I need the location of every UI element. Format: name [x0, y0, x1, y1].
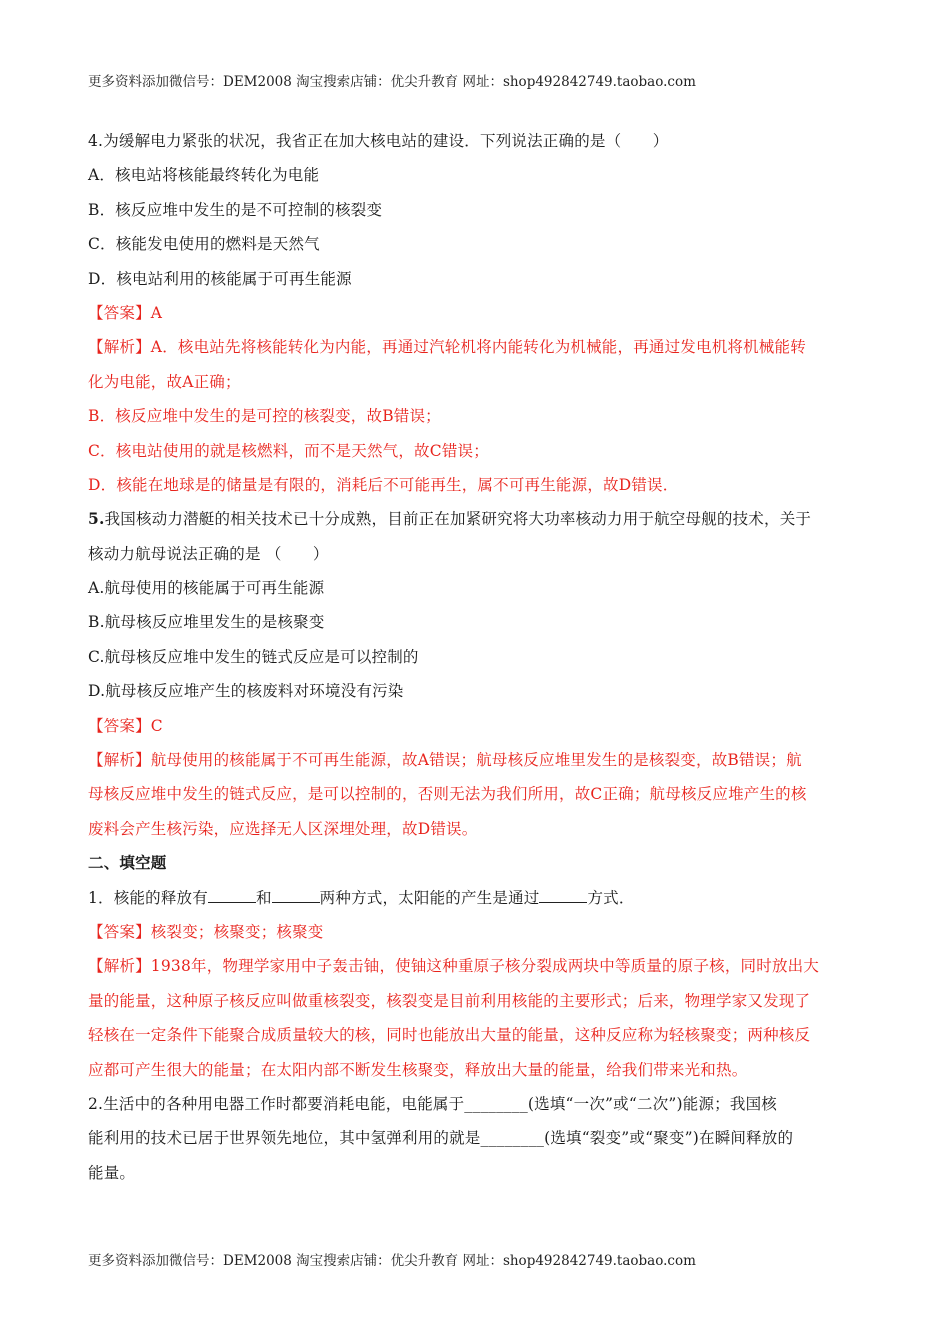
fill1-question — [88, 881, 864, 915]
page-header: 更多资料添加微信号：DEM2008 淘宝搜索店铺：优尖升教育 网址：shop492842749.taobao.com — [88, 74, 696, 90]
q4-option-d: D．核电站利用的核能属于可再生能源 — [88, 269, 352, 288]
fill1-text: 方式． — [587, 888, 635, 907]
q4-analysis-line: 化为电能，故A正确； — [88, 372, 241, 391]
q4-analysis-line: B．核反应堆中发生的是可控的核裂变，故B错误； — [88, 407, 441, 426]
q5-option-c: C.航母核反应堆中发生的链式反应是可以控制的 — [88, 647, 419, 666]
q4-option-c: C．核能发电使用的燃料是天然气 — [88, 235, 320, 254]
q5-question-text: 我国核动力潜艇的相关技术已十分成熟，目前正在加紧研究将大功率核动力用于航空母舰的技术，关于 — [104, 510, 812, 529]
q4-analysis-line: 【解析】A．核电站先将核能转化为内能，再通过汽轮机将内能转化为机械能，再通过发电机将机械能转 — [88, 338, 806, 357]
fill1-analysis-line: 应都可产生很大的能量；在太阳内部不断发生核聚变，释放出大量的能量，给我们带来光和热。 — [88, 1060, 748, 1079]
fill1-analysis-line: 轻核在一定条件下能聚合成质量较大的核，同时也能放出大量的能量，这种反应称为轻核聚变；两种核反 — [88, 1026, 811, 1045]
fill1-blank-1 — [208, 883, 256, 903]
q4-option-b: B．核反应堆中发生的是不可控制的核裂变 — [88, 200, 383, 219]
q4-analysis-line: C．核电站使用的就是核燃料，而不是天然气，故C错误； — [88, 441, 489, 460]
fill1-text: 1．核能的释放有 — [88, 888, 208, 907]
q5-analysis-line: 废料会产生核污染，应选择无人区深埋处理，故D错误。 — [88, 819, 478, 838]
q5-question-line — [88, 502, 864, 536]
q5-analysis-line: 母核反应堆中发生的链式反应，是可以控制的，否则无法为我们所用，故C正确；航母核反应堆产生的核 — [88, 785, 807, 804]
fill1-analysis-line: 【解析】1938年，物理学家用中子轰击铀，使铀这种重原子核分裂成两块中等质量的原子核，同时放出大 — [88, 957, 820, 976]
q5-option-b: B.航母核反应堆里发生的是核聚变 — [88, 613, 325, 632]
q5-answer: 【答案】C — [88, 716, 163, 735]
page-footer: 更多资料添加微信号：DEM2008 淘宝搜索店铺：优尖升教育 网址：shop492842749.taobao.com — [88, 1253, 696, 1269]
fill1-text: 和 — [255, 888, 272, 907]
q4-question: 4.为缓解电力紧张的状况，我省正在加大核电站的建设．下列说法正确的是（ ） — [88, 132, 669, 150]
fill1-text: 两种方式，太阳能的产生是通过 — [319, 888, 540, 907]
q5-analysis-line: 【解析】航母使用的核能属于不可再生能源，故A错误；航母核反应堆里发生的是核裂变，故B错误；航 — [88, 751, 802, 770]
fill1-blank-2 — [272, 883, 320, 903]
q5-question-line: 核动力航母说法正确的是 （ ） — [88, 544, 329, 563]
section-title: 二、填空题 — [88, 853, 167, 873]
fill1-blank-3 — [539, 883, 587, 903]
q5-number: 5. — [88, 509, 105, 529]
q4-answer: 【答案】A — [88, 303, 163, 322]
fill2-question-line: 能利用的技术已居于世界领先地位，其中氢弹利用的就是________(选填“裂变”或“聚变”)在瞬间释放的 — [88, 1129, 794, 1148]
fill2-question-line: 2.生活中的各种用电器工作时都要消耗电能，电能属于________(选填“一次”或“二次”)能源；我国核 — [88, 1094, 777, 1113]
fill1-analysis-line: 量的能量，这种原子核反应叫做重核裂变，核裂变是目前利用核能的主要形式；后来，物理学家又发现了 — [88, 991, 811, 1010]
q4-analysis-line: D．核能在地球是的储量是有限的，消耗后不可能再生，属不可再生能源，故D错误． — [88, 475, 679, 494]
q5-option-d: D.航母核反应堆产生的核废料对环境没有污染 — [88, 682, 404, 701]
fill2-question-line: 能量。 — [88, 1163, 136, 1182]
q4-option-a: A．核电站将核能最终转化为电能 — [88, 166, 320, 185]
document-body — [88, 124, 864, 1190]
q5-option-a: A.航母使用的核能属于可再生能源 — [88, 579, 325, 598]
fill1-answer: 【答案】核裂变；核聚变；核聚变 — [88, 922, 324, 941]
